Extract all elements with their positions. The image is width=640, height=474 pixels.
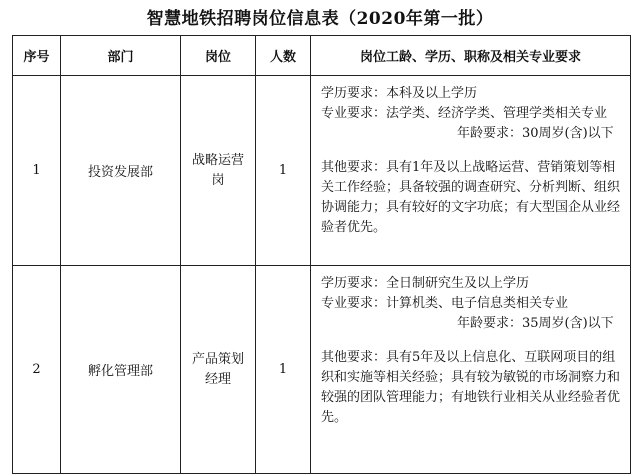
row-requirements bbox=[311, 76, 631, 266]
table-row bbox=[13, 76, 631, 266]
row-count: 1 bbox=[256, 76, 311, 266]
header-count: 人数 bbox=[256, 36, 311, 76]
row-requirements bbox=[311, 266, 631, 474]
page-title: 智慧地铁招聘岗位信息表（2020年第一批） bbox=[146, 9, 494, 29]
row-position-text: 产品策划经理 bbox=[191, 351, 244, 387]
row-dept: 投资发展部 bbox=[61, 76, 181, 266]
row-no: 2 bbox=[13, 266, 61, 474]
header-requirements: 岗位工龄、学历、职称及相关专业要求 bbox=[311, 36, 631, 76]
age-requirement: 年龄要求：30周岁(含)以下 bbox=[457, 126, 614, 141]
education-requirement: 学历要求：全日制研究生及以上学历 bbox=[321, 276, 530, 291]
other-requirement: 其他要求：具有1年及以上战略运营、营销策划等相关工作经验；具备较强的调查研究、分析判断、组织协调能力；具有较好的文字功底；有大型国企从业经验者优先。 bbox=[321, 160, 621, 235]
age-requirement: 年龄要求：35周岁(含)以下 bbox=[457, 316, 614, 331]
header-no: 序号 bbox=[13, 36, 61, 76]
row-position-text: 战略运营岗 bbox=[191, 152, 244, 188]
header-dept: 部门 bbox=[61, 36, 181, 76]
major-requirement: 专业要求：计算机类、电子信息类相关专业 bbox=[321, 296, 569, 311]
header-position: 岗位 bbox=[181, 36, 256, 76]
recruitment-table bbox=[12, 35, 631, 474]
major-requirement: 专业要求：法学类、经济学类、管理学类相关专业 bbox=[321, 106, 608, 121]
row-position bbox=[181, 266, 256, 474]
row-dept: 孵化管理部 bbox=[61, 266, 181, 474]
row-no: 1 bbox=[13, 76, 61, 266]
education-requirement: 学历要求：本科及以上学历 bbox=[321, 86, 478, 101]
row-count: 1 bbox=[256, 266, 311, 474]
table-row bbox=[13, 266, 631, 474]
other-requirement: 其他要求：具有5年及以上信息化、互联网项目的组织和实施等相关经验；具有较为敏锐的市场洞察力和较强的团队管理能力；有地铁行业相关从业经验者优先。 bbox=[321, 350, 621, 425]
row-position bbox=[181, 76, 256, 266]
table-header-row bbox=[13, 36, 631, 76]
